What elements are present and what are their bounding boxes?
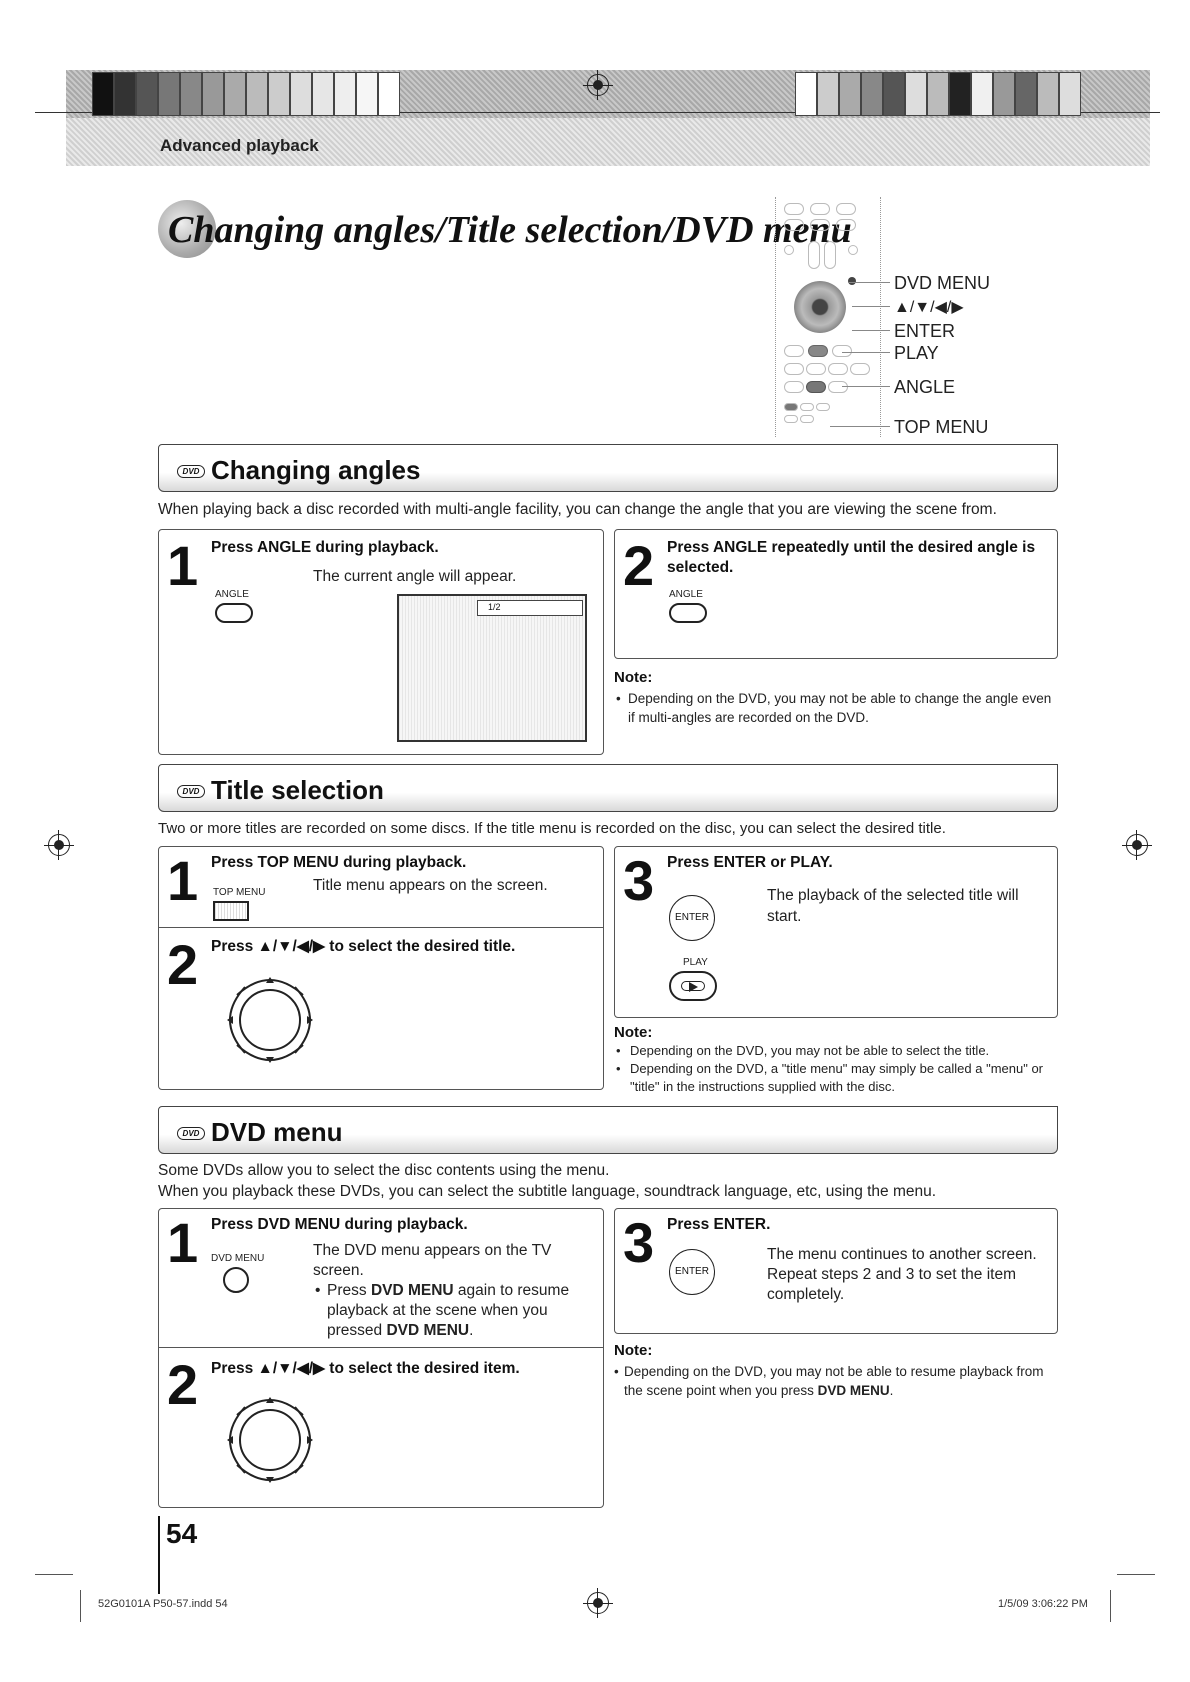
leader-line	[842, 386, 890, 387]
crop-mark	[35, 1574, 73, 1575]
intro-text: Some DVDs allow you to select the disc contents using the menu.	[158, 1162, 610, 1179]
angle-button-icon	[215, 603, 253, 623]
crop-mark	[1117, 1574, 1155, 1575]
dvd-menu-button-icon	[223, 1267, 249, 1293]
page-number-rule	[158, 1516, 160, 1594]
dvd-badge-icon: DVD	[177, 785, 205, 798]
step-heading: Press ENTER or PLAY.	[667, 854, 833, 871]
leader-line	[852, 306, 890, 307]
crop-mark	[80, 1590, 81, 1622]
step-number: 1	[167, 534, 199, 597]
enter-button-icon: ENTER	[669, 895, 715, 941]
page-number: 54	[166, 1518, 198, 1549]
step-number: 1	[167, 1211, 199, 1274]
osd-angle-bar	[477, 600, 583, 616]
note-item: • Depending on the DVD, a "title menu" may simply be called a "menu" or "title" in the instructions supplied with the disc.	[616, 1061, 1043, 1094]
note-item: • Depending on the DVD, you may not be able to select the title.	[616, 1043, 990, 1058]
angle-button-icon	[669, 603, 707, 623]
leader-line	[848, 282, 890, 283]
button-label: DVD MENU	[211, 1253, 265, 1264]
osd-angle-indicator: 1/2	[488, 602, 501, 612]
page-title: Changing angles/Title selection/DVD menu	[168, 209, 852, 251]
step-heading: Press ▲/▼/◀/▶ to select the desired item.	[211, 1360, 520, 1377]
step-box	[614, 529, 1058, 659]
registration-mark-left	[48, 834, 70, 856]
step-number: 3	[623, 1211, 655, 1274]
section-label: Advanced playback	[160, 136, 319, 155]
arrow-pad-icon	[215, 1385, 325, 1495]
leader-line	[852, 330, 890, 331]
label-enter: ENTER	[894, 321, 956, 341]
step-divider	[159, 927, 603, 928]
step-box	[158, 529, 604, 755]
step-box	[614, 1208, 1058, 1334]
footer-date: 1/5/09 3:06:22 PM	[998, 1598, 1088, 1610]
section-title: Title selection	[211, 775, 384, 805]
button-label: ANGLE	[215, 589, 249, 600]
step-heading: Press ▲/▼/◀/▶ to select the desired title.	[211, 938, 516, 955]
step-description: The playback of the selected title will start.	[767, 887, 1019, 925]
step-heading: Press ANGLE repeatedly until the desired angle is selected.	[667, 539, 1036, 576]
step-number: 2	[167, 1353, 199, 1416]
step-heading: Press DVD MENU during playback.	[211, 1216, 468, 1233]
registration-mark-right	[1126, 834, 1148, 856]
step-description: The DVD menu appears on the TV screen.	[313, 1242, 552, 1279]
step-box	[158, 1208, 604, 1508]
label-dvd-menu: DVD MENU	[894, 273, 991, 293]
remote-control-illustration	[775, 197, 881, 437]
note-item: • Depending on the DVD, you may not be able to change the angle even if multi-angles are recorded on the DVD.	[616, 691, 1052, 725]
step-number: 2	[623, 534, 655, 597]
section-title: Changing angles	[211, 455, 421, 485]
step-divider	[159, 1347, 603, 1348]
section-header-dvd-menu	[158, 1106, 1058, 1154]
button-label: ANGLE	[669, 589, 703, 600]
crop-mark	[1110, 1590, 1111, 1622]
tv-screen-illustration	[397, 594, 587, 742]
dvd-badge-icon: DVD	[177, 1127, 205, 1140]
label-angle: ANGLE	[894, 377, 956, 397]
leader-line	[830, 426, 890, 427]
registration-mark-top	[587, 74, 609, 96]
section-header-title-selection	[158, 764, 1058, 812]
note-heading: Note:	[614, 669, 653, 686]
leader-line	[842, 352, 890, 353]
step-heading: Press ENTER.	[667, 1216, 771, 1233]
step-description: The menu continues to another screen. Repeat steps 2 and 3 to set the item completely.	[767, 1246, 1037, 1303]
step-box	[614, 846, 1058, 1018]
label-play: PLAY	[894, 343, 939, 363]
step-number: 1	[167, 849, 199, 912]
button-label: PLAY	[683, 957, 708, 968]
intro-text: When playing back a disc recorded with multi-angle facility, you can change the angle that you are viewing the scene from.	[158, 501, 997, 518]
registration-mark-bottom	[587, 1592, 609, 1614]
section-title: DVD menu	[211, 1117, 343, 1147]
label-arrows: ▲/▼/◀/▶	[894, 299, 964, 316]
section-header-changing-angles	[158, 444, 1058, 492]
intro-text: Two or more titles are recorded on some discs. If the title menu is recorded on the disc, you can select the desired title.	[158, 820, 946, 837]
step-number: 3	[623, 849, 655, 912]
footer-file: 52G0101A P50-57.indd 54	[98, 1598, 228, 1610]
top-menu-button-icon	[213, 901, 249, 921]
intro-text: When you playback these DVDs, you can select the subtitle language, soundtrack language, etc, using the menu.	[158, 1183, 937, 1200]
step-heading: Press TOP MENU during playback.	[211, 854, 467, 871]
step-number: 2	[167, 933, 199, 996]
note-heading: Note:	[614, 1342, 653, 1359]
note-heading: Note:	[614, 1024, 653, 1041]
label-top-menu: TOP MENU	[894, 417, 989, 437]
note-item: • Depending on the DVD, you may not be able to resume playback from the scene point when you press DVD MENU.	[614, 1364, 1044, 1398]
step-description: Title menu appears on the screen.	[313, 877, 548, 894]
enter-button-icon: ENTER	[669, 1249, 715, 1295]
button-label: TOP MENU	[213, 887, 266, 898]
step-bullet: • Press DVD MENU again to resume playback at the scene when you pressed DVD MENU.	[315, 1282, 570, 1339]
step-box	[158, 846, 604, 1090]
dvd-badge-icon: DVD	[177, 465, 205, 478]
play-button-icon	[669, 971, 717, 1001]
step-description: The current angle will appear.	[313, 568, 517, 585]
step-heading: Press ANGLE during playback.	[211, 539, 439, 556]
arrow-pad-icon	[215, 965, 325, 1075]
